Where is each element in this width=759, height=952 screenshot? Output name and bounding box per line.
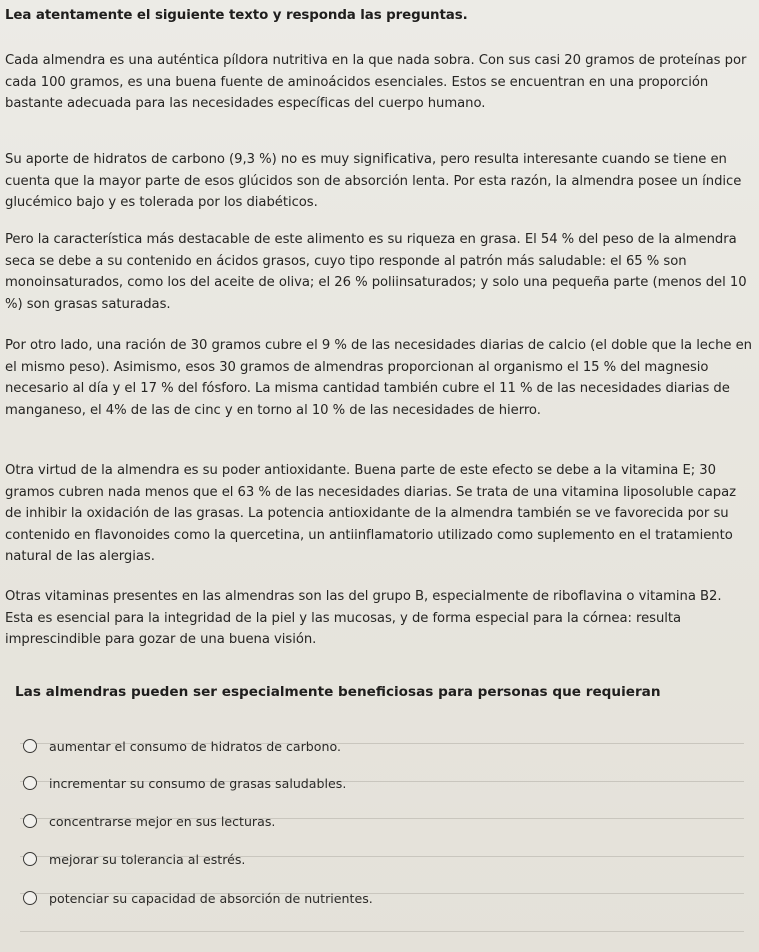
answer-option[interactable] (20, 727, 744, 765)
radio-button-icon[interactable] (23, 739, 37, 753)
answer-option-label: mejorar su tolerancia al estrés. (49, 851, 246, 867)
instructions-title: Lea atentamente el siguiente texto y responda las preguntas. (5, 8, 468, 23)
answer-option-label: concentrarse mejor en sus lecturas. (49, 813, 276, 829)
answer-option-label: potenciar su capacidad de absorción de nutrientes. (49, 890, 373, 906)
paragraph-antioxidants: Otra virtud de la almendra es su poder antioxidante. Buena parte de este efecto se debe a la vitamina E; 30 gramos cubren nada menos que el 63 % de las necesidades diarias. Se trata de una vitamina liposoluble capaz de inhibir la oxidación de las grasas. La potencia antioxidante de la almendra también se ve favorecida por su contenido en flavonoides como la quercetina, un antiinflamatorio utilizado como suplemento en el tratamiento natural de las alergias. (5, 463, 736, 565)
answer-option[interactable] (20, 764, 744, 802)
paragraph-minerals: Por otro lado, una ración de 30 gramos cubre el 9 % de las necesidades diarias de calcio (el doble que la leche en el mismo peso). Asimismo, esos 30 gramos de almendras proporcionan al organismo el 15 % del magnesio necesario al día y el 17 % del fósforo. La misma cantidad también cubre el 11 % de las necesidades diarias de manganeso, el 4% de las de cinc y en torno al 10 % de las necesidades de hierro. (5, 338, 752, 418)
paragraph-fats: Pero la característica más destacable de este alimento es su riqueza en grasa. El 54 % del peso de la almendra seca se debe a su contenido en ácidos grasos, cuyo tipo responde al patrón más saludable: el 65 % son monoinsaturados, como los del aceite de oliva; el 26 % poliinsaturados; y solo una pequeña parte (menos del 10 %) son grasas saturadas. (5, 232, 747, 312)
answer-option[interactable] (20, 840, 744, 878)
paragraph-vitamins: Otras vitaminas presentes en las almendras son las del grupo B, especialmente de riboflavina o vitamina B2. Esta es esencial para la integridad de la piel y las mucosas, y de forma especial para la córnea: resulta imprescindible para gozar de una buena visión. (5, 589, 722, 648)
answer-option-label: aumentar el consumo de hidratos de carbono. (49, 738, 341, 754)
paragraph-carbohydrates: Su aporte de hidratos de carbono (9,3 %) no es muy significativa, pero resulta interesante cuando se tiene en cuenta que la mayor parte de esos glúcidos son de absorción lenta. Por esta razón, la almendra posee un índice glucémico bajo y es tolerada por los diabéticos. (5, 152, 742, 211)
paragraph-proteins: Cada almendra es una auténtica píldora nutritiva en la que nada sobra. Con sus casi 20 gramos de proteínas por cada 100 gramos, es una buena fuente de aminoácidos esenciales. Estos se encuentran en una proporción bastante adecuada para las necesidades específicas del cuerpo humano. (5, 53, 747, 112)
radio-button-icon[interactable] (23, 852, 37, 866)
radio-button-icon[interactable] (23, 891, 37, 905)
question-text: Las almendras pueden ser especialmente beneficiosas para personas que requieran (15, 684, 661, 700)
answer-option[interactable] (20, 879, 744, 917)
divider (20, 931, 744, 932)
radio-button-icon[interactable] (23, 776, 37, 790)
answer-option[interactable] (20, 802, 744, 840)
answer-option-label: incrementar su consumo de grasas saludables. (49, 775, 347, 791)
radio-button-icon[interactable] (23, 814, 37, 828)
